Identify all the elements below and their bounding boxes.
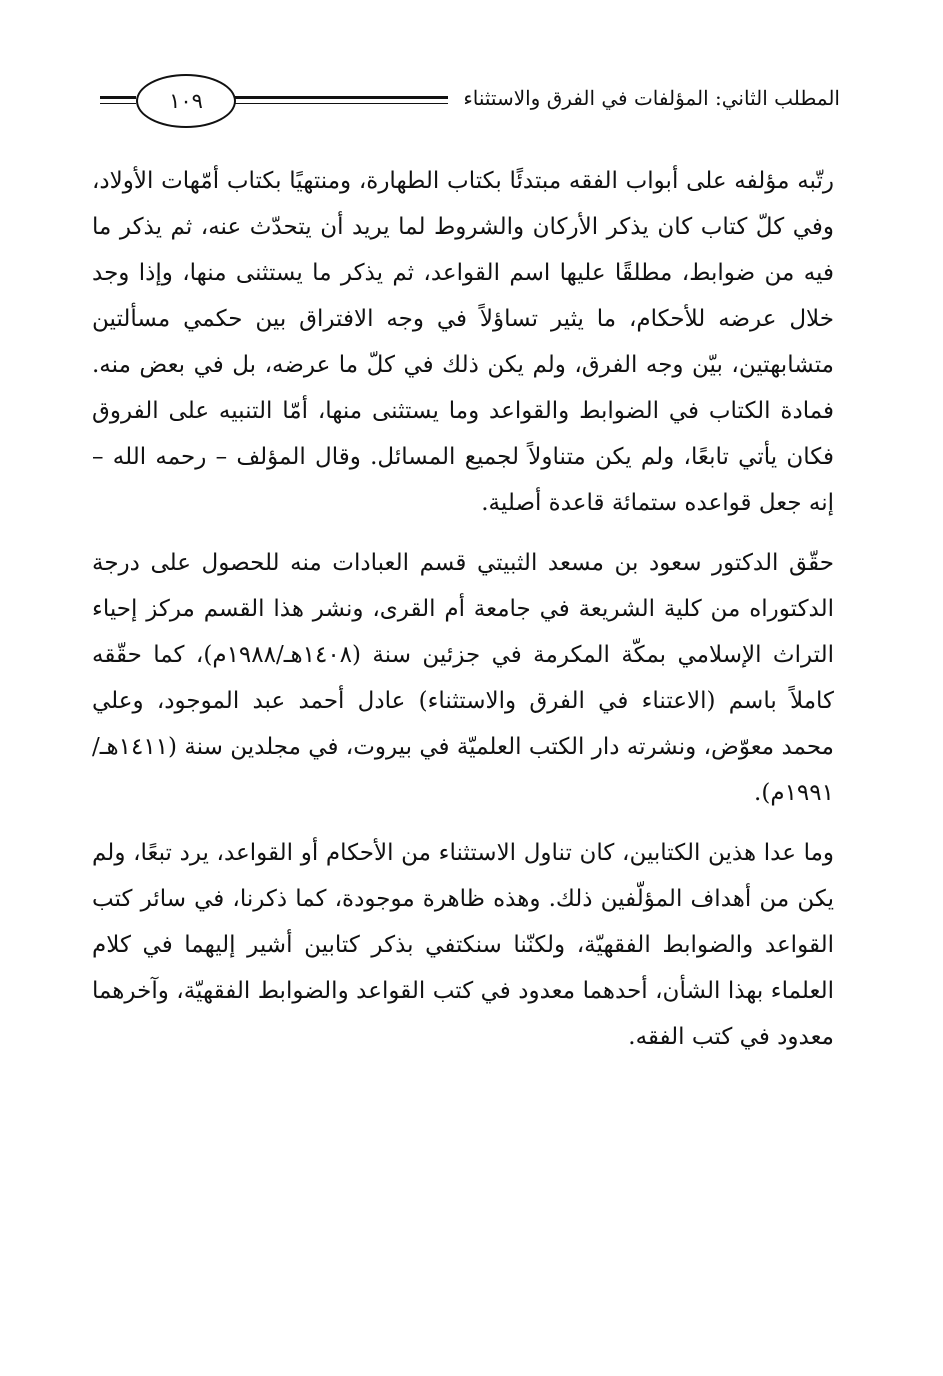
- page-number: ١٠٩: [136, 74, 236, 128]
- running-header: [100, 72, 840, 134]
- chapter-title: المطلب الثاني: المؤلفات في الفرق والاستثناء: [463, 86, 840, 110]
- header-rule: [234, 96, 448, 104]
- header-rule-left: [100, 96, 136, 104]
- paragraph-3: وما عدا هذين الكتابين، كان تناول الاستثناء من الأحكام أو القواعد، يرد تبعًا، ولم يكن من أهداف المؤلّفين ذلك. وهذه ظاهرة موجودة، كما ذكرنا، في سائر كتب القواعد والضوابط الفقهيّة، ولكنّنا سنكتفي بذكر كتابين أشير إليهما في كلام العلماء بهذا الشأن، أحدهما معدود في كتب القواعد والضوابط الفقهيّة، وآخرهما معدود في كتب الفقه.: [92, 840, 834, 1050]
- page-body: [92, 158, 834, 1074]
- paragraph-2: حقّق الدكتور سعود بن مسعد الثبيتي قسم العبادات منه للحصول على درجة الدكتوراه من كلية الشريعة في جامعة أم القرى، ونشر هذا القسم مركز إحياء التراث الإسلامي بمكّة المكرمة في جزئين سنة (١٤٠٨هـ/١٩٨٨م)، كما حقّقه كاملاً باسم (الاعتناء في الفرق والاستثناء) عادل أحمد عبد الموجود، وعلي محمد معوّض، ونشرته دار الكتب العلميّة في بيروت، في مجلدين سنة (١٤١١هـ/١٩٩١م).: [92, 550, 834, 806]
- paragraph-1: رتّبه مؤلفه على أبواب الفقه مبتدئًا بكتاب الطهارة، ومنتهيًا بكتاب أمّهات الأولاد، وفي كلّ كتاب كان يذكر الأركان والشروط لما يريد أن يتحدّث عنه، ثم يذكر ما فيه من ضوابط، مطلقًا عليها اسم القواعد، ثم يذكر ما يستثنى منها، وإذا وجد خلال عرضه للأحكام، ما يثير تساؤلاً في وجه الافتراق بين حكمي مسألتين متشابهتين، بيّن وجه الفرق، ولم يكن ذلك في كلّ ما عرضه، بل في بعض منه. فمادة الكتاب في الضوابط والقواعد وما يستثنى منها، أمّا التنبيه على الفروق فكان يأتي تابعًا، ولم يكن متناولاً لجميع المسائل. وقال المؤلف – رحمه الله – إنه جعل قواعده ستمائة قاعدة أصلية.: [92, 168, 834, 516]
